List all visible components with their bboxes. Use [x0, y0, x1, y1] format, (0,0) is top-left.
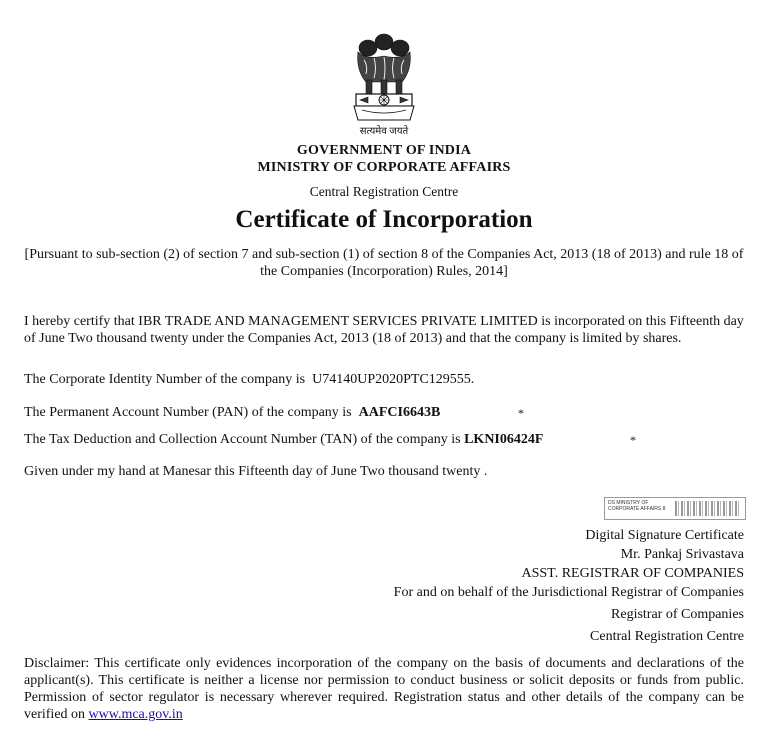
signature-line-1: Digital Signature Certificate: [585, 528, 744, 543]
signature-centre: Central Registration Centre: [590, 629, 744, 644]
pan-value: AAFCI6643B: [358, 405, 441, 420]
pan-line: [24, 405, 744, 422]
cin-line: [24, 372, 744, 389]
tan-asterisk: *: [630, 433, 636, 447]
certificate-title: Certificate of Incorporation: [235, 206, 533, 233]
signature-designation: ASST. REGISTRAR OF COMPANIES: [521, 566, 744, 581]
tan-label: The Tax Deduction and Collection Account Number (TAN) of the company is: [24, 432, 461, 447]
tan-line: [24, 432, 744, 449]
tan-value: LKNI06424F: [464, 432, 544, 447]
signature-data-graphic: [675, 501, 741, 516]
certification-paragraph: I hereby certify that IBR TRADE AND MANAGEMENT SERVICES PRIVATE LIMITED is incorporated on this Fifteenth day of June Two thousand twenty under the Companies Act, 2013 (18 of 2013) and that the company is limited by shares.: [24, 314, 744, 346]
pan-label: The Permanent Account Number (PAN) of the company is: [24, 405, 352, 420]
signature-registrar: Registrar of Companies: [611, 607, 744, 622]
disclaimer: [24, 655, 744, 723]
signature-stamp-text: DS MINISTRY OF CORPORATE AFFAIRS 8: [608, 500, 666, 512]
registration-centre: Central Registration Centre: [309, 184, 459, 199]
signature-name: Mr. Pankaj Srivastava: [620, 547, 744, 562]
mca-website-link[interactable]: www.mca.gov.in: [88, 707, 183, 722]
ministry-heading: MINISTRY OF CORPORATE AFFAIRS: [257, 160, 511, 175]
national-emblem-icon: [344, 30, 424, 130]
digital-signature-stamp: [604, 497, 746, 520]
cin-label: The Corporate Identity Number of the company is: [24, 372, 306, 387]
cin-value: U74140UP2020PTC129555.: [312, 372, 475, 387]
emblem-motto: सत्यमेव जयते: [359, 126, 409, 137]
disclaimer-text: Disclaimer: This certificate only evidences incorporation of the company on the basis of documents and declarations of the applicant(s). This certificate is neither a license nor permission to conduct business or solicit deposits or funds from public. Permission of sector regulator is necessary wherever required. Registration status and other details of the company can be verified on: [24, 656, 744, 722]
signature-on-behalf: For and on behalf of the Jurisdictional Registrar of Companies: [393, 585, 744, 600]
pan-asterisk: *: [518, 406, 524, 420]
given-statement: Given under my hand at Manesar this Fifteenth day of June Two thousand twenty .: [24, 464, 488, 479]
pursuant-clause: [Pursuant to sub-section (2) of section 7 and sub-section (1) of section 8 of the Companies Act, 2013 (18 of 2013) and rule 18 of the Companies (Incorporation) Rules, 2014]: [24, 247, 744, 279]
government-heading: GOVERNMENT OF INDIA: [296, 143, 472, 158]
